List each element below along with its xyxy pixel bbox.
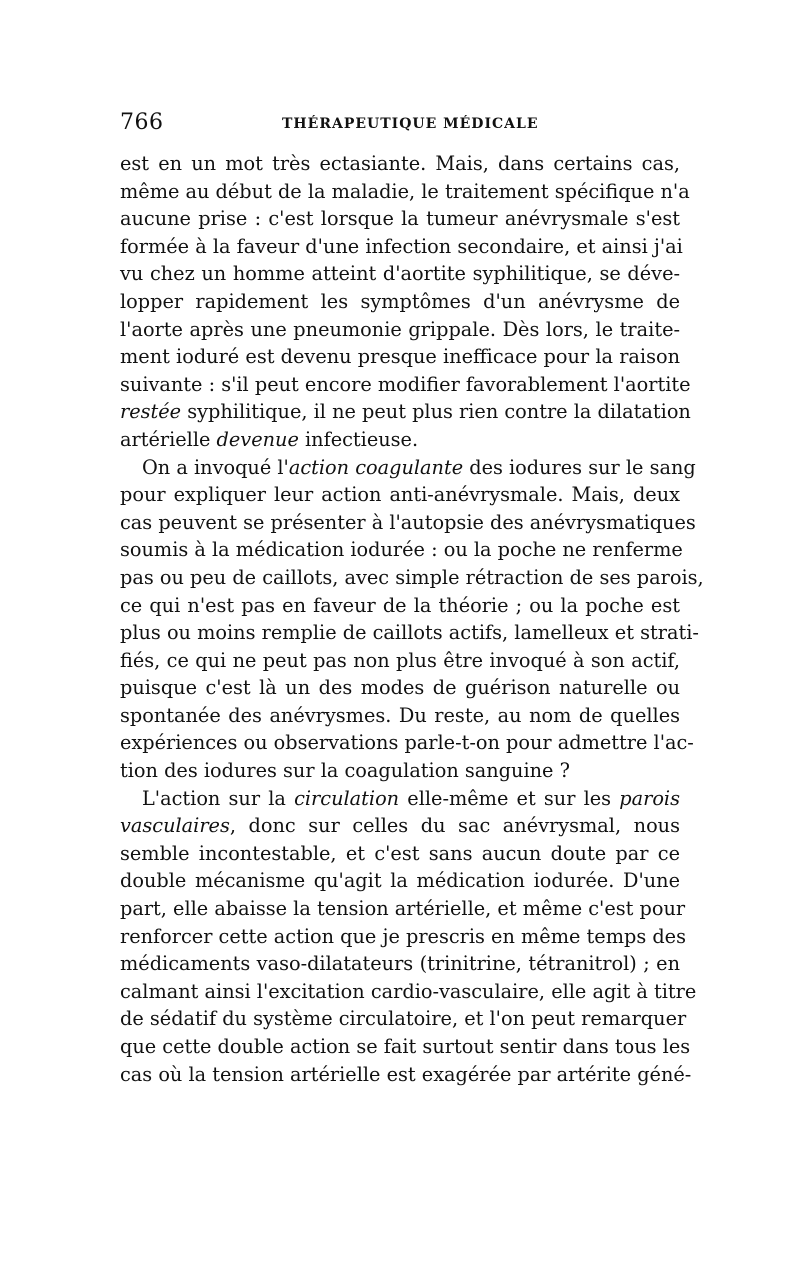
- text-line: vu chez un homme atteint d'aortite syphilitique, se déve-: [120, 262, 680, 286]
- text-line: renforcer cette action que je prescris en même temps des: [120, 924, 686, 948]
- page-number: 766: [120, 110, 164, 135]
- text-line: vasculaires, donc sur celles du sac anévrysmal, nous: [120, 814, 680, 838]
- text-line: pas ou peu de caillots, avec simple rétraction de ses parois,: [120, 565, 704, 589]
- text-line: médicaments vaso-dilatateurs (trinitrine, tétranitrol) ; en: [120, 952, 680, 976]
- book-page: [120, 110, 704, 1088]
- text-line: cas peuvent se présenter à l'autopsie des anévrysmatiques: [120, 510, 696, 534]
- text-line: puisque c'est là un des modes de guérison naturelle ou: [120, 676, 680, 700]
- text-line: restée syphilitique, il ne peut plus rien contre la dilatation: [120, 400, 691, 424]
- text-line: suivante : s'il peut encore modifier favorablement l'aortite: [120, 372, 691, 396]
- text-line: de sédatif du système circulatoire, et l'on peut remarquer: [120, 1007, 687, 1031]
- text-line: cas où la tension artérielle est exagérée par artérite géné-: [120, 1062, 692, 1086]
- text-line: que cette double action se fait surtout sentir dans tous les: [120, 1035, 691, 1058]
- running-title: THÉRAPEUTIQUE MÉDICALE: [282, 116, 539, 132]
- text-line: l'aorte après une pneumonie grippale. Dès lors, le traite-: [120, 317, 680, 341]
- text-line: ment ioduré est devenu presque inefficace pour la raison: [120, 345, 680, 369]
- text-line: formée à la faveur d'une infection secondaire, et ainsi j'ai: [120, 234, 683, 258]
- text-line: semble incontestable, et c'est sans aucun doute par ce: [120, 841, 680, 865]
- text-line: est en un mot très ectasiante. Mais, dans certains cas,: [120, 152, 680, 175]
- text-line: pour expliquer leur action anti-anévrysmale. Mais, deux: [120, 483, 680, 507]
- text-line: tion des iodures sur la coagulation sanguine ?: [120, 759, 570, 783]
- text-line: expériences ou observations parle-t-on pour admettre l'ac-: [120, 731, 694, 755]
- text-line: L'action sur la circulation elle-même et sur les parois: [142, 786, 680, 810]
- text-line: calmant ainsi l'excitation cardio-vasculaire, elle agit à titre: [120, 979, 697, 1003]
- text-line: ce qui n'est pas en faveur de la théorie ; ou la poche est: [120, 593, 680, 617]
- page-header: [120, 110, 680, 144]
- text-line: lopper rapidement les symptômes d'un anévrysme de: [120, 289, 680, 313]
- text-line: spontanée des anévrysmes. Du reste, au nom de quelles: [120, 703, 680, 727]
- text-line: part, elle abaisse la tension artérielle, et même c'est pour: [120, 897, 686, 921]
- text-line: artérielle devenue infectieuse.: [120, 427, 419, 451]
- text-line: soumis à la médication iodurée : ou la poche ne renferme: [120, 538, 683, 562]
- text-line: On a invoqué l'action coagulante des iodures sur le sang: [142, 455, 696, 479]
- text-line: plus ou moins remplie de caillots actifs, lamelleux et strati-: [120, 621, 699, 645]
- body-text: [120, 150, 704, 1088]
- text-line: aucune prise : c'est lorsque la tumeur anévrysmale s'est: [120, 207, 680, 231]
- paragraph-2: [120, 454, 704, 785]
- text-line: fiés, ce qui ne peut pas non plus être invoqué à son actif,: [120, 648, 680, 672]
- paragraph-3: [120, 785, 697, 1089]
- paragraph-1: [120, 150, 691, 454]
- text-line: même au début de la maladie, le traitement spécifique n'a: [120, 179, 690, 203]
- text-line: double mécanisme qu'agit la médication iodurée. D'une: [120, 869, 680, 893]
